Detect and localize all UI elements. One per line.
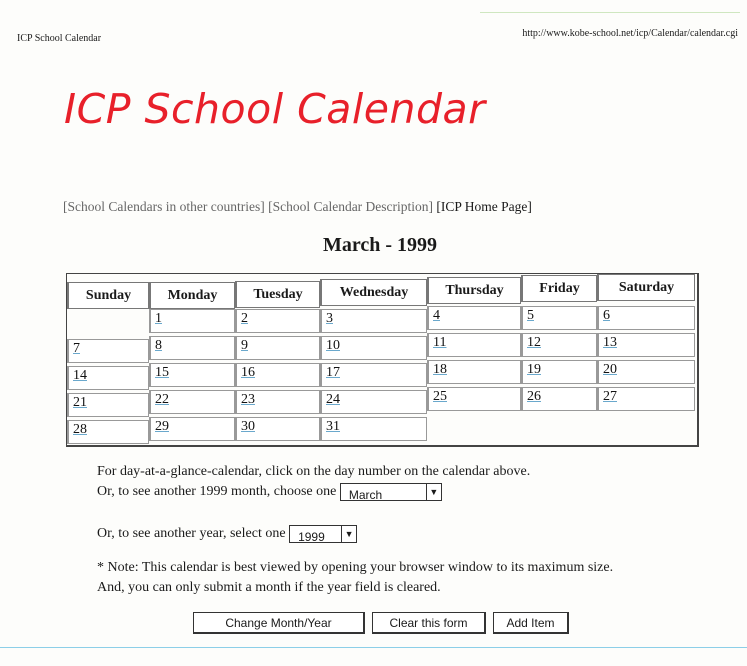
calendar-day-cell (597, 387, 695, 411)
note-line-2: And, you can only submit a month if the year field is cleared. (97, 580, 441, 595)
day-number-link[interactable]: 9 (241, 338, 248, 353)
weekday-header: Saturday (597, 274, 695, 301)
calendar-day-cell (521, 360, 597, 384)
note-line-1: * Note: This calendar is best viewed by opening your browser window to its maximum size. (97, 560, 614, 575)
calendar-day-cell (235, 417, 320, 441)
day-number-link[interactable]: 7 (73, 341, 80, 356)
calendar-grid (66, 273, 699, 447)
year-select-value: 1999 (298, 529, 325, 544)
weekday-header: Wednesday (320, 279, 427, 306)
weekday-header: Monday (149, 282, 235, 309)
divider (0, 647, 747, 648)
calendar-day-cell (149, 309, 235, 333)
calendar-day-cell (597, 360, 695, 384)
day-number-link[interactable]: 2 (241, 311, 248, 326)
instruction-line-2: Or, to see another 1999 month, choose one (97, 484, 337, 499)
add-item-button[interactable]: Add Item (493, 612, 569, 634)
day-number-link[interactable]: 29 (155, 419, 169, 434)
calendar-day-cell (320, 309, 427, 333)
day-number-link[interactable]: 30 (241, 419, 255, 434)
calendar-day-cell (521, 306, 597, 330)
weekday-header: Sunday (67, 282, 149, 309)
calendar-day-cell (235, 309, 320, 333)
year-select[interactable] (289, 525, 357, 543)
banner-title: ICP School Calendar (64, 85, 486, 133)
instructions (97, 462, 613, 598)
calendar-day-cell (149, 336, 235, 360)
year-choose-row (97, 524, 613, 544)
day-number-link[interactable]: 27 (603, 389, 617, 404)
link-other-countries[interactable]: [School Calendars in other countries] (63, 199, 265, 214)
day-number-link[interactable]: 21 (73, 395, 87, 410)
day-number-link[interactable]: 22 (155, 392, 169, 407)
page-header-title: ICP School Calendar (17, 33, 102, 44)
chevron-down-icon[interactable]: ▼ (341, 526, 356, 542)
day-number-link[interactable]: 12 (527, 335, 541, 350)
day-number-link[interactable]: 3 (326, 311, 333, 326)
day-number-link[interactable]: 28 (73, 422, 87, 437)
calendar-day-cell (320, 363, 427, 387)
calendar-day-cell (427, 387, 521, 411)
weekday-header: Friday (521, 275, 597, 302)
calendar-day-cell (235, 336, 320, 360)
calendar-day-cell (320, 417, 427, 441)
month-select-value: March (348, 487, 383, 502)
day-number-link[interactable]: 19 (527, 362, 541, 377)
day-number-link[interactable]: 26 (527, 389, 541, 404)
scan-line-top (480, 12, 740, 13)
calendar-day-cell (320, 390, 427, 414)
calendar-day-cell (597, 333, 695, 357)
month-choose-row (97, 482, 613, 502)
day-number-link[interactable]: 20 (603, 362, 617, 377)
calendar-day-cell (67, 420, 149, 444)
day-number-link[interactable]: 17 (326, 365, 340, 380)
day-number-link[interactable]: 11 (433, 335, 447, 350)
clear-form-button[interactable]: Clear this form (372, 612, 486, 634)
day-number-link[interactable]: 31 (326, 419, 340, 434)
day-number-link[interactable]: 23 (241, 392, 255, 407)
calendar-day-cell (149, 390, 235, 414)
calendar-day-cell (149, 363, 235, 387)
link-icp-home[interactable]: [ICP Home Page] (436, 199, 532, 214)
calendar-day-cell (521, 333, 597, 357)
calendar-title: March - 1999 (322, 234, 438, 256)
day-number-link[interactable]: 4 (433, 308, 440, 323)
day-number-link[interactable]: 13 (603, 335, 617, 350)
calendar-day-cell (427, 360, 521, 384)
calendar-day-cell (427, 306, 521, 330)
calendar-day-cell (521, 387, 597, 411)
day-number-link[interactable]: 15 (155, 365, 169, 380)
calendar-day-cell (597, 306, 695, 330)
calendar-day-cell (67, 393, 149, 417)
instruction-line-1: For day-at-a-glance-calendar, click on the day number on the calendar above. (97, 464, 531, 479)
calendar-day-cell (235, 390, 320, 414)
change-month-year-button[interactable]: Change Month/Year (193, 612, 365, 634)
calendar-day-cell (149, 417, 235, 441)
link-calendar-description[interactable]: [School Calendar Description] (268, 199, 434, 214)
day-number-link[interactable]: 24 (326, 392, 340, 407)
day-number-link[interactable]: 16 (241, 365, 255, 380)
calendar-day-cell (235, 363, 320, 387)
day-number-link[interactable]: 10 (326, 338, 340, 353)
calendar-day-cell (320, 336, 427, 360)
day-number-link[interactable]: 8 (155, 338, 162, 353)
month-select[interactable] (340, 483, 442, 501)
chevron-down-icon[interactable]: ▼ (426, 484, 441, 500)
day-number-link[interactable]: 14 (73, 368, 87, 383)
weekday-header: Thursday (427, 277, 521, 304)
day-number-link[interactable]: 6 (603, 308, 610, 323)
nav-links (63, 199, 532, 215)
calendar-day-cell (427, 333, 521, 357)
calendar-day-cell (67, 366, 149, 390)
day-number-link[interactable]: 1 (155, 311, 162, 326)
weekday-header: Tuesday (235, 281, 320, 308)
page-header-url: http://www.kobe-school.net/icp/Calendar/calendar.cgi (522, 28, 738, 39)
day-number-link[interactable]: 18 (433, 362, 447, 377)
day-number-link[interactable]: 5 (527, 308, 534, 323)
day-number-link[interactable]: 25 (433, 389, 447, 404)
calendar-day-cell (67, 339, 149, 363)
instruction-line-3: Or, to see another year, select one (97, 526, 286, 541)
